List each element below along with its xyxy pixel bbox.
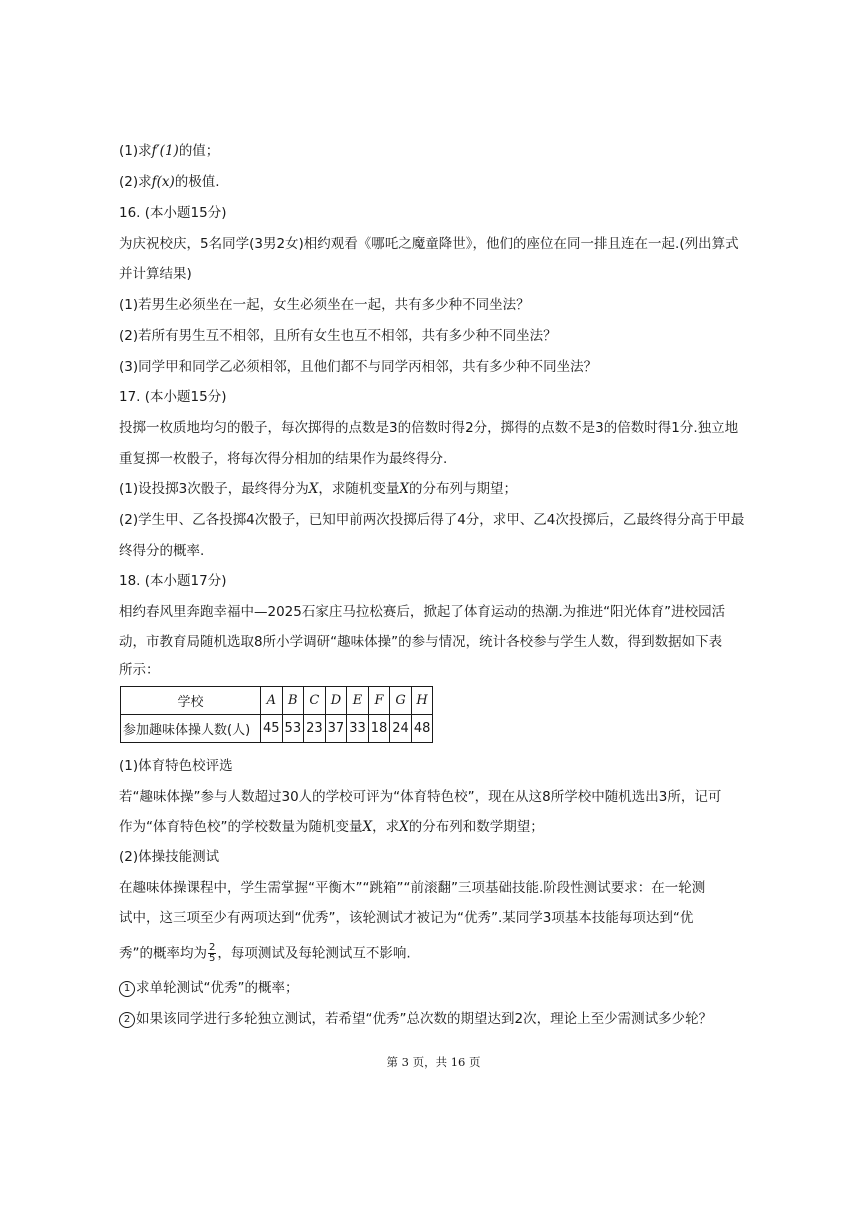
q18-sub2-line3 bbox=[119, 943, 411, 964]
q18-sub1-text-a: 作为“体育特色校”的学校数量为随机变量 bbox=[119, 819, 363, 835]
count-g: 24 bbox=[390, 715, 412, 743]
q16-part3: (3)同学甲和同学乙必须相邻，且他们都不与同学丙相邻，共有多少种不同坐法？ bbox=[119, 359, 598, 375]
q18-sub1-text-c: 的分布列和数学期望； bbox=[408, 819, 544, 835]
count-d: 37 bbox=[325, 715, 347, 743]
q17-part2-line1: (2)学生甲、乙各投掷4次骰子，已知甲前两次投掷后得了4分，求甲、乙4次投掷后，乙最终得分高于甲最 bbox=[119, 512, 745, 528]
q16-heading: 16. (本小题15分) bbox=[119, 205, 227, 221]
q18-sub2-text-b: ，每项测试及每轮测试互不影响. bbox=[217, 945, 411, 962]
page-footer: 第 3 页，共 16 页 bbox=[386, 1055, 481, 1069]
q18-stem-line1: 相约春风里奔跑幸福中—2025石家庄马拉松赛后，掀起了体育运动的热潮.为推进“阳光体育”进校园活 bbox=[119, 604, 726, 620]
school-a: A bbox=[261, 687, 283, 715]
table-row-label: 参加趣味体操人数(人) bbox=[121, 715, 261, 743]
count-c: 23 bbox=[304, 715, 326, 743]
q16-stem-line2: 并计算结果) bbox=[119, 266, 192, 282]
q17-part1-text-c: 的分布列与期望； bbox=[408, 481, 517, 497]
count-b: 53 bbox=[282, 715, 304, 743]
q17-part1-text-b: ，求随机变量 bbox=[318, 481, 400, 497]
q15-part1-suffix: 的值； bbox=[178, 143, 220, 159]
count-f: 18 bbox=[368, 715, 390, 743]
q15-part1-math: f′(1) bbox=[151, 143, 179, 159]
school-d: D bbox=[325, 687, 347, 715]
q18-item2-text: 如果该同学进行多轮独立测试，若希望“优秀”总次数的期望达到2次，理论上至少需测试多少轮？ bbox=[136, 1011, 713, 1027]
table-data-row bbox=[121, 715, 433, 743]
q18-sub2-title: (2)体操技能测试 bbox=[119, 849, 220, 865]
table-header-row bbox=[121, 687, 433, 715]
q18-sub1-line1: 若“趣味体操”参与人数超过30人的学校可评为“体育特色校”，现在从这8所学校中随机选出3所，记可 bbox=[119, 789, 722, 805]
fraction-numerator: 2 bbox=[209, 942, 216, 953]
school-f: F bbox=[368, 687, 390, 715]
q17-part1 bbox=[119, 479, 517, 499]
q16-part1: (1)若男生必须坐在一起，女生必须坐在一起，共有多少种不同坐法？ bbox=[119, 297, 530, 313]
q18-item1 bbox=[119, 978, 299, 998]
q18-sub1-text-b: ，求 bbox=[372, 819, 400, 835]
school-c: C bbox=[304, 687, 326, 715]
q18-stem-line2: 动，市教育局随机选取8所小学调研“趣味体操”的参与情况，统计各校参与学生人数，得到数据如下表 bbox=[119, 634, 723, 650]
q18-sub1-var-2: X bbox=[399, 819, 409, 835]
count-a: 45 bbox=[261, 715, 283, 743]
q18-sub2-line1: 在趣味体操课程中，学生需掌握“平衡木”“跳箱”“前滚翻”三项基础技能.阶段性测试要求：在一轮测 bbox=[119, 880, 706, 896]
probability-fraction bbox=[208, 943, 216, 964]
q18-sub2-line2: 试中，这三项至少有两项达到“优秀”，该轮测试才被记为“优秀”.某同学3项基本技能每项达到“优 bbox=[119, 910, 694, 926]
q18-sub1-var-1: X bbox=[362, 819, 373, 835]
school-b: B bbox=[282, 687, 304, 715]
circled-number-1: 1 bbox=[119, 981, 135, 997]
q17-stem-line1: 投掷一枚质地均匀的骰子，每次掷得的点数是3的倍数时得2分，掷得的点数不是3的倍数时得1分.独立地 bbox=[119, 420, 739, 436]
circled-number-2: 2 bbox=[119, 1012, 135, 1028]
count-e: 33 bbox=[347, 715, 369, 743]
q15-part2-math: f(x) bbox=[151, 174, 175, 190]
q18-stem-line3: 所示： bbox=[119, 662, 160, 678]
q17-part1-text-a: (1)设投掷3次骰子，最终得分为 bbox=[119, 481, 309, 497]
q15-part2-suffix: 的极值. bbox=[174, 174, 220, 190]
count-h: 48 bbox=[411, 715, 433, 743]
q17-heading: 17. (本小题15分) bbox=[119, 389, 227, 405]
school-g: G bbox=[390, 687, 412, 715]
school-h: H bbox=[411, 687, 433, 715]
q15-part2 bbox=[119, 172, 220, 192]
q17-part1-var-1: X bbox=[308, 481, 319, 497]
q17-part1-var-2: X bbox=[399, 481, 409, 497]
q18-heading: 18. (本小题17分) bbox=[119, 573, 227, 589]
q18-sub1-title: (1)体育特色校评选 bbox=[119, 758, 233, 774]
q15-part1 bbox=[119, 141, 219, 161]
participation-table bbox=[120, 686, 433, 743]
q18-item2 bbox=[119, 1009, 712, 1029]
q17-stem-line2: 重复掷一枚骰子，将每次得分相加的结果作为最终得分. bbox=[119, 451, 448, 467]
q18-sub1-line2 bbox=[119, 817, 544, 837]
q18-sub2-text-a: 秀”的概率均为 bbox=[119, 945, 207, 962]
q15-part2-prefix: (2)求 bbox=[119, 174, 152, 190]
fraction-denominator: 5 bbox=[209, 953, 216, 964]
q15-part1-prefix: (1)求 bbox=[119, 143, 152, 159]
q18-item1-text: 求单轮测试“优秀”的概率； bbox=[136, 980, 299, 996]
school-e: E bbox=[347, 687, 369, 715]
q16-part2: (2)若所有男生互不相邻，且所有女生也互不相邻，共有多少种不同坐法？ bbox=[119, 328, 557, 344]
table-header-label: 学校 bbox=[121, 687, 261, 715]
q17-part2-line2: 终得分的概率. bbox=[119, 543, 205, 559]
q16-stem-line1: 为庆祝校庆，5名同学(3男2女)相约观看《哪吒之魔童降世》，他们的座位在同一排且连在一起.(列出算式 bbox=[119, 236, 739, 252]
